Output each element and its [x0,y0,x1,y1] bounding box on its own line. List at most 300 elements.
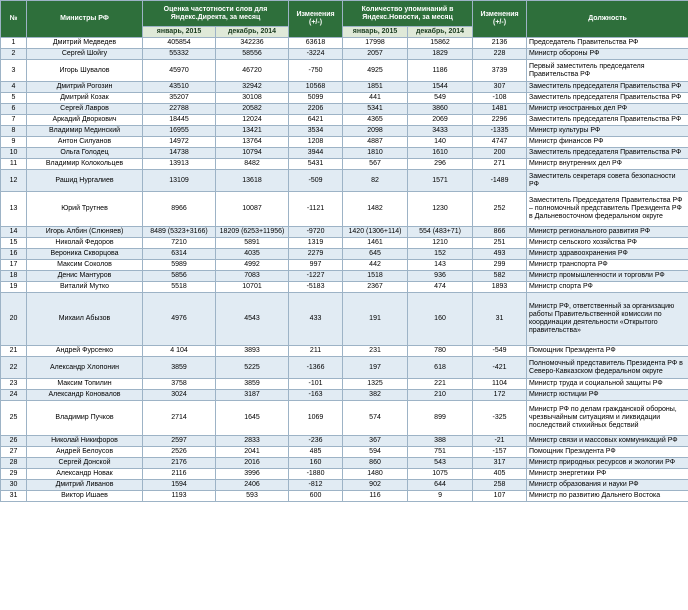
row-direct-dec: 46720 [216,60,289,82]
row-news-dec: 15862 [408,38,473,49]
row-direct-change: -163 [289,390,343,401]
row-position: Заместитель председателя Правительства РФ [527,148,688,159]
row-position: Министр спорта РФ [527,282,688,293]
row-direct-change: -1366 [289,357,343,379]
row-direct-jan: 14738 [143,148,216,159]
row-num: 17 [1,260,27,271]
row-news-jan: 574 [343,401,408,436]
row-news-change: 2296 [473,115,527,126]
row-minister-name: Виталий Мутко [27,282,143,293]
row-num: 5 [1,93,27,104]
row-direct-jan: 4 104 [143,346,216,357]
row-direct-dec: 2041 [216,447,289,458]
row-direct-jan: 4976 [143,293,216,346]
table-row [1,148,688,159]
row-direct-change: 3944 [289,148,343,159]
row-position: Заместитель Председателя Правительства РФ – полномочный представитель Президента РФ в Дальневосточном федеральном округе [527,192,688,227]
row-direct-change: 3534 [289,126,343,137]
table-row [1,137,688,148]
row-news-jan: 1851 [343,82,408,93]
row-direct-dec: 5225 [216,357,289,379]
row-minister-name: Владимир Пучков [27,401,143,436]
row-position: Министр труда и социальной защиты РФ [527,379,688,390]
row-position: Заместитель председателя Правительства РФ [527,93,688,104]
row-news-dec: 1610 [408,148,473,159]
row-news-dec: 1186 [408,60,473,82]
row-minister-name: Александр Новак [27,469,143,480]
row-minister-name: Антон Силуанов [27,137,143,148]
table-row [1,49,688,60]
row-num: 11 [1,159,27,170]
row-num: 23 [1,379,27,390]
row-num: 13 [1,192,27,227]
row-news-jan: 5341 [343,104,408,115]
row-num: 31 [1,491,27,502]
row-direct-jan: 405854 [143,38,216,49]
table-row [1,115,688,126]
row-news-jan: 645 [343,249,408,260]
row-news-change: -421 [473,357,527,379]
row-direct-jan: 3758 [143,379,216,390]
row-news-dec: 143 [408,260,473,271]
row-news-jan: 1420 (1306+114) [343,227,408,238]
row-direct-dec: 7083 [216,271,289,282]
row-news-jan: 4887 [343,137,408,148]
table-row [1,390,688,401]
row-direct-change: -1880 [289,469,343,480]
row-position: Министр РФ по делам гражданской обороны, чрезвычайным ситуациям и ликвидации последствий стихийных бедствий [527,401,688,436]
table-row [1,282,688,293]
row-direct-change: 5431 [289,159,343,170]
row-minister-name: Андрей Фурсенко [27,346,143,357]
row-news-change: 866 [473,227,527,238]
row-num: 2 [1,49,27,60]
row-direct-change: -236 [289,436,343,447]
table-row [1,469,688,480]
row-news-jan: 2098 [343,126,408,137]
row-num: 6 [1,104,27,115]
row-minister-name: Владимир Колокольцев [27,159,143,170]
row-news-dec: 554 (483+71) [408,227,473,238]
row-position: Министр юстиции РФ [527,390,688,401]
row-num: 26 [1,436,27,447]
row-direct-change: 1208 [289,137,343,148]
row-direct-dec: 10087 [216,192,289,227]
row-news-dec: 388 [408,436,473,447]
row-position: Министр обороны РФ [527,49,688,60]
row-minister-name: Александр Хлопонин [27,357,143,379]
row-news-change: -157 [473,447,527,458]
row-news-dec: 644 [408,480,473,491]
row-news-change: 1481 [473,104,527,115]
row-minister-name: Дмитрий Рогозин [27,82,143,93]
row-news-dec: 2069 [408,115,473,126]
row-news-change: 2136 [473,38,527,49]
row-news-change: -549 [473,346,527,357]
table-row [1,480,688,491]
row-direct-jan: 45970 [143,60,216,82]
row-direct-jan: 5856 [143,271,216,282]
row-direct-change: -5183 [289,282,343,293]
row-news-change: 252 [473,192,527,227]
row-num: 3 [1,60,27,82]
row-position: Министр иностранных дел РФ [527,104,688,115]
row-num: 24 [1,390,27,401]
row-minister-name: Ольга Голодец [27,148,143,159]
header-direct-jan: январь, 2015 [143,27,216,38]
row-direct-dec: 2016 [216,458,289,469]
row-minister-name: Сергей Шойгу [27,49,143,60]
row-direct-change: -509 [289,170,343,192]
row-news-dec: 1230 [408,192,473,227]
row-num: 28 [1,458,27,469]
row-direct-dec: 3996 [216,469,289,480]
row-news-change: 307 [473,82,527,93]
row-direct-jan: 2116 [143,469,216,480]
row-news-dec: 1544 [408,82,473,93]
table-row [1,293,688,346]
row-direct-dec: 30108 [216,93,289,104]
row-direct-jan: 13913 [143,159,216,170]
row-num: 4 [1,82,27,93]
header-change-news: Изменения (+/-) [473,1,527,38]
row-news-dec: 221 [408,379,473,390]
row-news-change: -21 [473,436,527,447]
row-direct-dec: 58556 [216,49,289,60]
row-num: 14 [1,227,27,238]
table-row [1,192,688,227]
row-direct-jan: 2176 [143,458,216,469]
row-direct-jan: 13109 [143,170,216,192]
row-position: Министр РФ, ответственный за организацию работы Правительственной комиссии по координации деятельности «Открытого правительства» [527,293,688,346]
row-position: Заместитель председателя Правительства РФ [527,82,688,93]
row-direct-jan: 14972 [143,137,216,148]
row-direct-jan: 1193 [143,491,216,502]
row-news-jan: 902 [343,480,408,491]
row-direct-jan: 3024 [143,390,216,401]
row-news-change: 1893 [473,282,527,293]
row-news-dec: 899 [408,401,473,436]
row-news-change: -325 [473,401,527,436]
table-row [1,38,688,49]
row-news-dec: 549 [408,93,473,104]
header-news: Количество упоминаний в Яндекс.Новости, за месяц [343,1,473,27]
table-row [1,271,688,282]
row-direct-change: -812 [289,480,343,491]
row-direct-dec: 3859 [216,379,289,390]
row-minister-name: Игорь Шувалов [27,60,143,82]
table-row [1,60,688,82]
row-direct-jan: 5989 [143,260,216,271]
row-news-change: -1489 [473,170,527,192]
row-minister-name: Михаил Абызов [27,293,143,346]
row-minister-name: Андрей Белоусов [27,447,143,458]
row-direct-jan: 2597 [143,436,216,447]
row-direct-dec: 4992 [216,260,289,271]
row-news-jan: 367 [343,436,408,447]
row-num: 10 [1,148,27,159]
row-num: 20 [1,293,27,346]
row-news-jan: 442 [343,260,408,271]
row-num: 12 [1,170,27,192]
row-minister-name: Николай Никифоров [27,436,143,447]
row-position: Заместитель секретаря совета безопасности РФ [527,170,688,192]
header-news-jan: январь, 2015 [343,27,408,38]
row-news-jan: 17998 [343,38,408,49]
row-news-change: 251 [473,238,527,249]
table-body [1,38,688,502]
row-direct-change: 160 [289,458,343,469]
row-news-change: 317 [473,458,527,469]
row-news-jan: 82 [343,170,408,192]
row-direct-jan: 2714 [143,401,216,436]
row-minister-name: Сергей Донской [27,458,143,469]
table-row [1,401,688,436]
row-position: Министр регионального развития РФ [527,227,688,238]
row-num: 30 [1,480,27,491]
row-num: 1 [1,38,27,49]
row-direct-dec: 10794 [216,148,289,159]
row-minister-name: Николай Федоров [27,238,143,249]
row-news-dec: 936 [408,271,473,282]
table-row [1,447,688,458]
row-direct-dec: 10701 [216,282,289,293]
row-news-change: 228 [473,49,527,60]
row-position: Министр внутренних дел РФ [527,159,688,170]
row-news-jan: 1518 [343,271,408,282]
row-direct-jan: 8489 (5323+3166) [143,227,216,238]
row-news-jan: 1810 [343,148,408,159]
row-position: Министр энергетики РФ [527,469,688,480]
row-direct-jan: 2526 [143,447,216,458]
row-num: 16 [1,249,27,260]
row-num: 25 [1,401,27,436]
row-direct-dec: 20582 [216,104,289,115]
row-direct-dec: 12024 [216,115,289,126]
row-news-change: -108 [473,93,527,104]
row-direct-jan: 7210 [143,238,216,249]
row-minister-name: Дмитрий Ливанов [27,480,143,491]
row-news-jan: 1482 [343,192,408,227]
row-num: 8 [1,126,27,137]
row-news-jan: 116 [343,491,408,502]
row-news-jan: 4925 [343,60,408,82]
row-num: 27 [1,447,27,458]
header-news-dec: декабрь, 2014 [408,27,473,38]
row-direct-dec: 13764 [216,137,289,148]
row-minister-name: Юрий Трутнев [27,192,143,227]
row-direct-change: 485 [289,447,343,458]
row-news-dec: 3860 [408,104,473,115]
row-minister-name: Дмитрий Медведев [27,38,143,49]
row-position: Первый заместитель председателя Правительства РФ [527,60,688,82]
table-row [1,260,688,271]
table-row [1,82,688,93]
row-news-dec: 618 [408,357,473,379]
row-direct-change: -1227 [289,271,343,282]
table-row [1,126,688,137]
table-row [1,357,688,379]
row-direct-change: 1069 [289,401,343,436]
row-news-change: 4747 [473,137,527,148]
table-row [1,436,688,447]
row-direct-change: 600 [289,491,343,502]
row-num: 19 [1,282,27,293]
row-num: 7 [1,115,27,126]
row-direct-dec: 5891 [216,238,289,249]
row-news-change: 200 [473,148,527,159]
row-position: Министр финансов РФ [527,137,688,148]
table-row [1,93,688,104]
row-news-jan: 2367 [343,282,408,293]
row-news-dec: 210 [408,390,473,401]
row-direct-jan: 1594 [143,480,216,491]
row-direct-change: 433 [289,293,343,346]
row-num: 18 [1,271,27,282]
row-num: 29 [1,469,27,480]
row-news-dec: 751 [408,447,473,458]
row-direct-jan: 18445 [143,115,216,126]
table-row [1,104,688,115]
row-news-change: 405 [473,469,527,480]
row-news-dec: 474 [408,282,473,293]
row-direct-dec: 1645 [216,401,289,436]
row-direct-jan: 16955 [143,126,216,137]
row-news-change: 493 [473,249,527,260]
row-news-change: 1104 [473,379,527,390]
row-news-dec: 152 [408,249,473,260]
row-position: Председатель Правительства РФ [527,38,688,49]
row-news-jan: 2057 [343,49,408,60]
row-position: Помощник Президента РФ [527,447,688,458]
row-direct-jan: 43510 [143,82,216,93]
row-direct-dec: 4035 [216,249,289,260]
row-news-dec: 1075 [408,469,473,480]
row-news-jan: 1480 [343,469,408,480]
row-position: Помощник Президента РФ [527,346,688,357]
row-news-jan: 197 [343,357,408,379]
row-direct-change: 1319 [289,238,343,249]
row-direct-dec: 18209 (6253+11956) [216,227,289,238]
row-news-jan: 594 [343,447,408,458]
row-direct-change: 2206 [289,104,343,115]
row-news-dec: 543 [408,458,473,469]
table-header [1,1,688,38]
row-news-jan: 1461 [343,238,408,249]
row-news-change: 3739 [473,60,527,82]
row-position: Министр природных ресурсов и экологии РФ [527,458,688,469]
row-direct-change: -101 [289,379,343,390]
row-news-dec: 296 [408,159,473,170]
row-direct-dec: 593 [216,491,289,502]
row-direct-dec: 2406 [216,480,289,491]
row-news-change: 31 [473,293,527,346]
row-direct-dec: 13618 [216,170,289,192]
row-direct-jan: 8966 [143,192,216,227]
row-minister-name: Дмитрий Козак [27,93,143,104]
row-position: Министр транспорта РФ [527,260,688,271]
row-direct-jan: 3859 [143,357,216,379]
row-direct-change: 997 [289,260,343,271]
row-num: 21 [1,346,27,357]
header-num: № [1,1,27,38]
row-minister-name: Игорь Албин (Слюняев) [27,227,143,238]
row-position: Министр здравоохранения РФ [527,249,688,260]
row-news-change: 299 [473,260,527,271]
row-news-dec: 1210 [408,238,473,249]
row-position: Министр культуры РФ [527,126,688,137]
row-position: Министр сельского хозяйства РФ [527,238,688,249]
row-direct-jan: 6314 [143,249,216,260]
row-news-change: 582 [473,271,527,282]
row-direct-jan: 55332 [143,49,216,60]
row-direct-dec: 3893 [216,346,289,357]
row-news-dec: 9 [408,491,473,502]
row-direct-change: -3224 [289,49,343,60]
row-direct-change: 6421 [289,115,343,126]
row-news-change: 107 [473,491,527,502]
table-row [1,249,688,260]
row-minister-name: Максим Соколов [27,260,143,271]
row-direct-dec: 8482 [216,159,289,170]
row-direct-change: -750 [289,60,343,82]
header-position: Должность [527,1,688,38]
row-direct-jan: 22788 [143,104,216,115]
row-direct-change: -1121 [289,192,343,227]
row-num: 9 [1,137,27,148]
row-news-dec: 1829 [408,49,473,60]
row-num: 15 [1,238,27,249]
row-news-dec: 1571 [408,170,473,192]
row-news-jan: 441 [343,93,408,104]
row-news-change: 258 [473,480,527,491]
row-minister-name: Сергей Лавров [27,104,143,115]
row-direct-dec: 13421 [216,126,289,137]
row-position: Министр промышленности и торговли РФ [527,271,688,282]
table-row [1,238,688,249]
header-change-direct: Изменения (+/-) [289,1,343,38]
row-num: 22 [1,357,27,379]
row-position: Министр связи и массовых коммуникаций РФ [527,436,688,447]
row-direct-dec: 4543 [216,293,289,346]
row-minister-name: Виктор Ишаев [27,491,143,502]
row-direct-jan: 35207 [143,93,216,104]
row-minister-name: Александр Коновалов [27,390,143,401]
table-row [1,227,688,238]
row-news-change: -1335 [473,126,527,137]
row-news-change: 271 [473,159,527,170]
row-news-jan: 191 [343,293,408,346]
row-position: Заместитель председателя Правительства РФ [527,115,688,126]
row-news-jan: 860 [343,458,408,469]
row-minister-name: Максим Топилин [27,379,143,390]
header-direct-dec: декабрь, 2014 [216,27,289,38]
row-direct-jan: 5518 [143,282,216,293]
table-row [1,491,688,502]
row-news-dec: 780 [408,346,473,357]
row-news-jan: 4365 [343,115,408,126]
row-position: Министр образования и науки РФ [527,480,688,491]
row-direct-change: 5099 [289,93,343,104]
row-direct-change: -9720 [289,227,343,238]
row-news-dec: 3433 [408,126,473,137]
row-minister-name: Вероника Скворцова [27,249,143,260]
row-direct-dec: 32942 [216,82,289,93]
row-direct-change: 10568 [289,82,343,93]
row-direct-change: 63618 [289,38,343,49]
row-minister-name: Аркадий Дворкович [27,115,143,126]
row-direct-dec: 2833 [216,436,289,447]
